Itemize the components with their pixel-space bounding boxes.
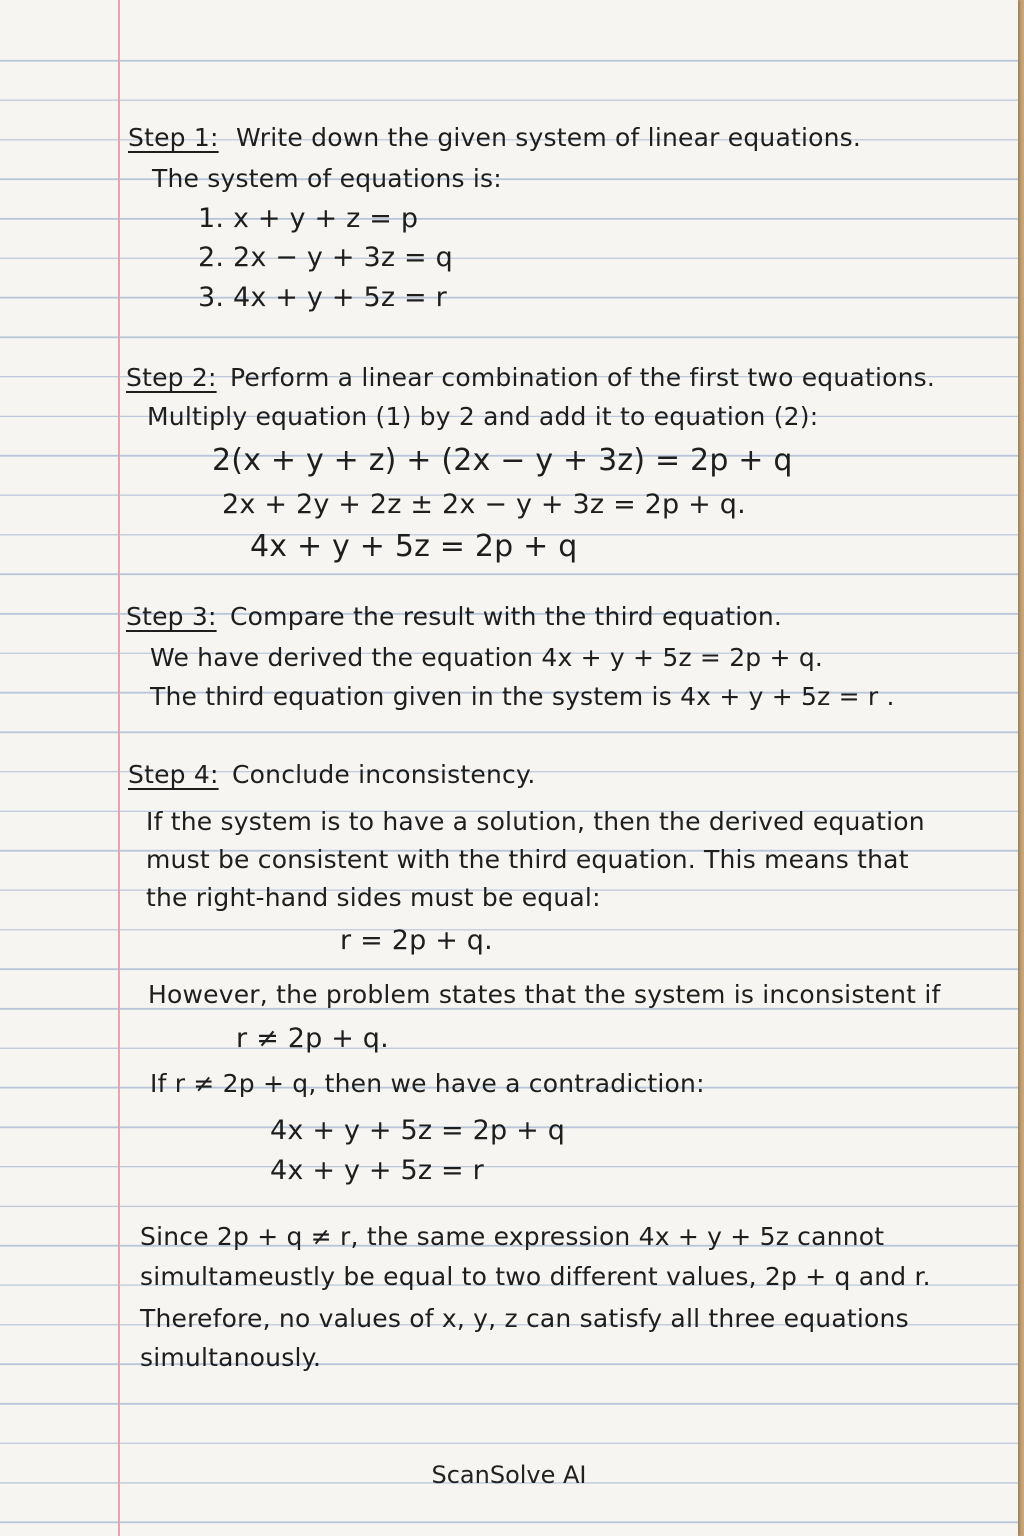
- step4-para1-line-2: must be consistent with the third equation. This means that: [146, 845, 909, 874]
- step1-label: Step 1:: [128, 123, 219, 152]
- conclusion-line-3: Therefore, no values of x, y, z can satisfy all three equations: [140, 1304, 909, 1333]
- step2-line-3: 4x + y + 5z = 2p + q: [250, 529, 578, 564]
- step4-para3: If r ≠ 2p + q, then we have a contradiction:: [150, 1069, 705, 1098]
- contradiction-line-2: 4x + y + 5z = r: [270, 1155, 484, 1186]
- equation-2: 2. 2x − y + 3z = q: [198, 242, 453, 273]
- step4-label: Step 4:: [128, 760, 219, 789]
- step1-title: Write down the given system of linear equations.: [236, 123, 862, 152]
- step1-intro: The system of equations is:: [152, 164, 502, 193]
- step2-title: Perform a linear combination of the first two equations.: [230, 363, 935, 392]
- conclusion-line-4: simultanously.: [140, 1343, 322, 1372]
- equation-3: 3. 4x + y + 5z = r: [198, 282, 447, 313]
- step3-label: Step 3:: [126, 602, 217, 631]
- step2-line-2: 2x + 2y + 2z ± 2x − y + 3z = 2p + q.: [222, 489, 746, 520]
- step4-para1-line-3: the right-hand sides must be equal:: [146, 883, 601, 912]
- step4-equation-1: r = 2p + q.: [340, 925, 493, 956]
- equation-1: 1. x + y + z = p: [198, 203, 419, 234]
- footer-signature: ScanSolve AI: [431, 1461, 587, 1489]
- step3-line-2: The third equation given in the system is 4x + y + 5z = r .: [150, 682, 895, 711]
- step2-intro: Multiply equation (1) by 2 and add it to equation (2):: [147, 402, 819, 431]
- step3-title: Compare the result with the third equation.: [230, 602, 783, 631]
- margin-line: [118, 0, 120, 1536]
- step4-title: Conclude inconsistency.: [232, 760, 536, 789]
- step4-para1-line-1: If the system is to have a solution, then the derived equation: [146, 807, 925, 836]
- step3-line-1: We have derived the equation 4x + y + 5z = 2p + q.: [150, 643, 824, 672]
- step2-line-1: 2(x + y + z) + (2x − y + 3z) = 2p + q: [212, 443, 793, 478]
- step4-para2: However, the problem states that the system is inconsistent if: [148, 980, 941, 1009]
- conclusion-line-1: Since 2p + q ≠ r, the same expression 4x + y + 5z cannot: [140, 1222, 885, 1251]
- conclusion-line-2: simultameustly be equal to two different values, 2p + q and r.: [140, 1262, 931, 1291]
- step2-label: Step 2:: [126, 363, 217, 392]
- contradiction-line-1: 4x + y + 5z = 2p + q: [270, 1115, 566, 1146]
- step4-equation-2: r ≠ 2p + q.: [236, 1023, 389, 1054]
